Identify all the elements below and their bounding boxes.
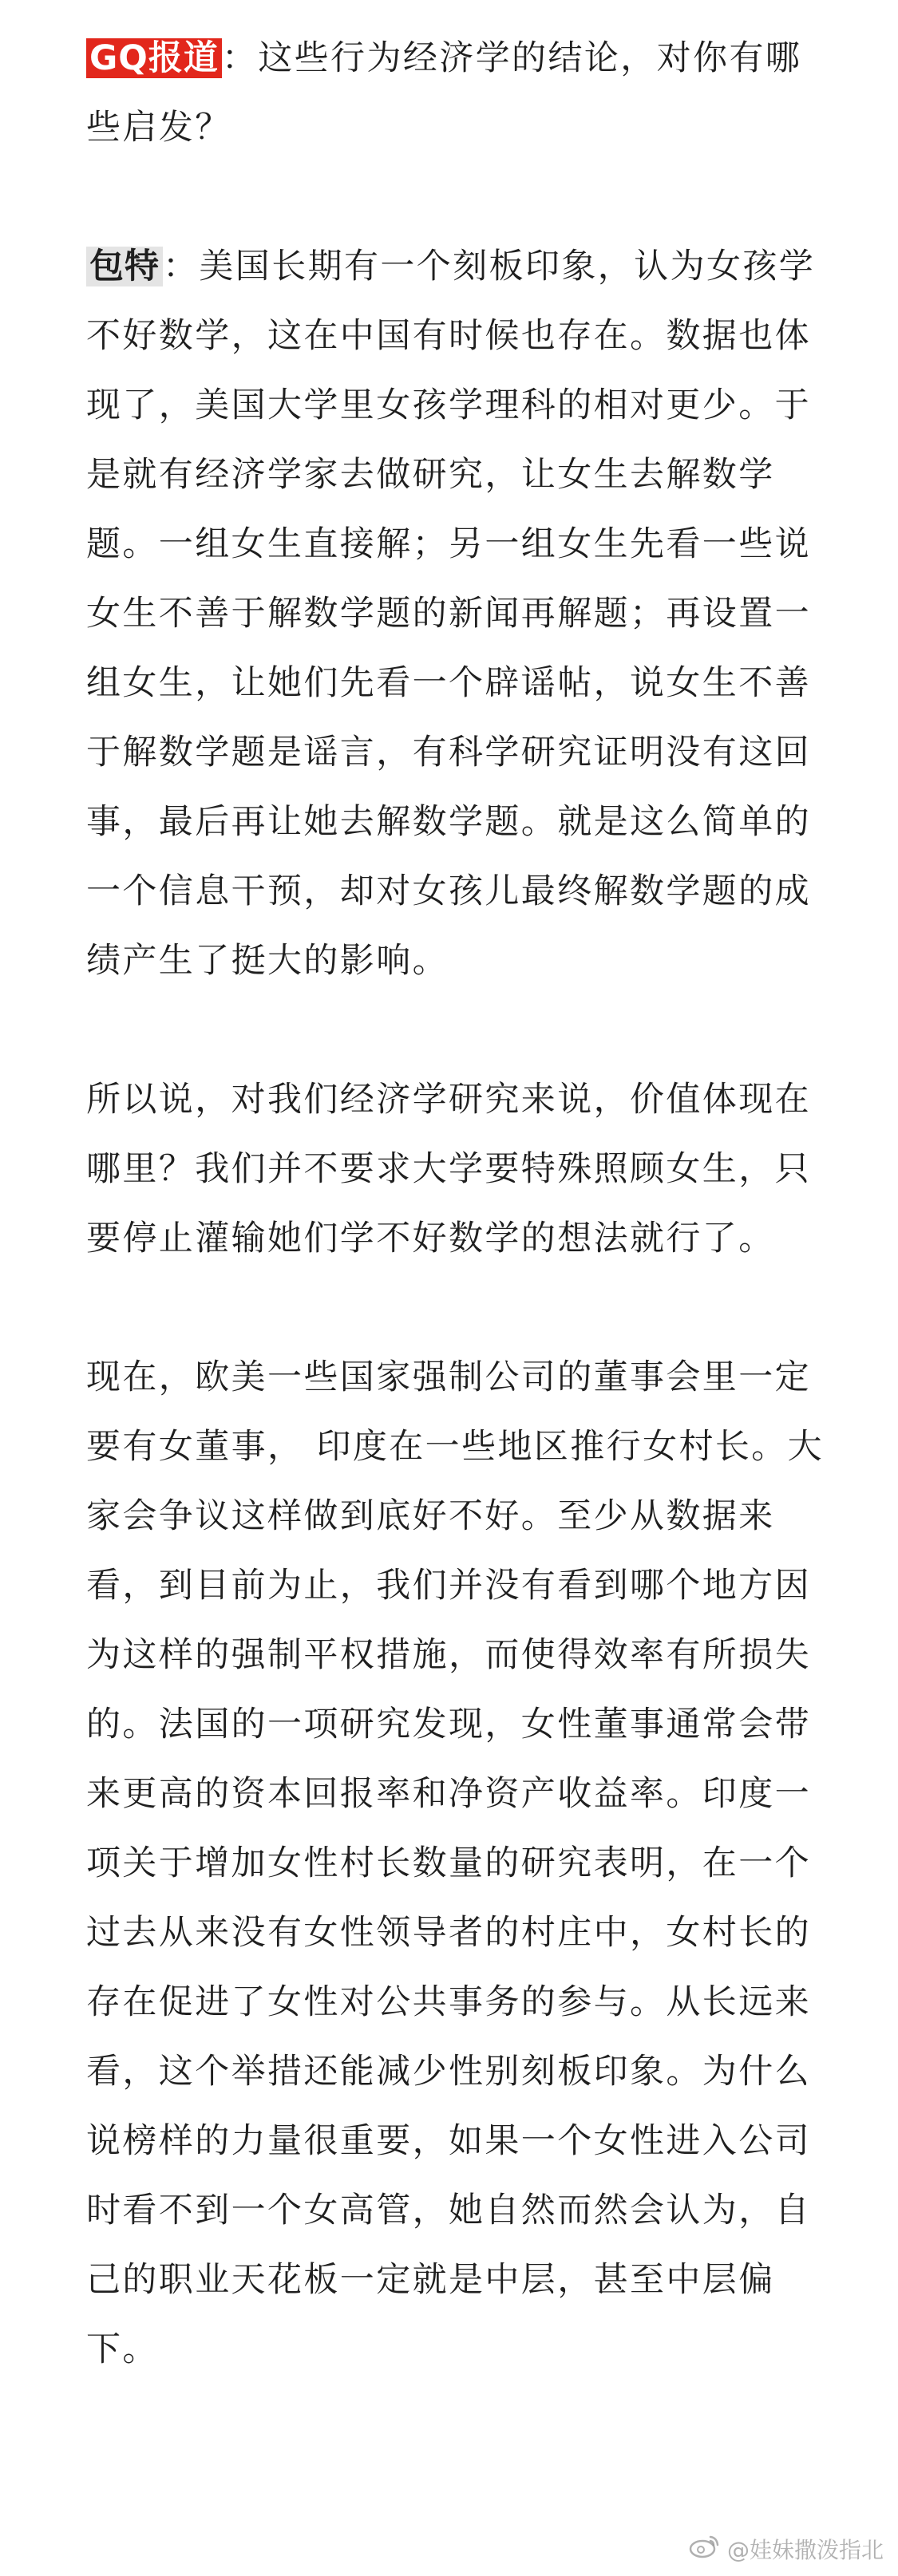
speaker-tag-baote: 包特 xyxy=(86,247,163,286)
paragraph-policy: 现在，欧美一些国家强制公司的董事会里一定要有女董事， 印度在一些地区推行女村长。大家会争议这样做到底好不好。至少从数据来看，到目前为止，我们并没有看到哪个地方因为这样的强制平权措施，而使得效率有所损失的。法国的一项研究发现，女性董事通常会带来更高的资本回报率和净资产收益率。印度一项关于增加女性村长数量的研究表明，在一个过去从来没有女性领导者的村庄中，女村长的存在促进了女性对公共事务的参与。从长远来看，这个举措还能减少性别刻板印象。为什么说榜样的力量很重要，如果一个女性进入公司时看不到一个女高管，她自然而然会认为，自己的职业天花板一定就是中层，甚至中层偏下。 xyxy=(86,1357,825,2369)
answer-text: ：美国长期有一个刻板印象，认为女孩学不好数学，这在中国有时候也存在。数据也体现了，美国大学里女孩学理科的相对更少。于是就有经济学家去做研究，让女生去解数学题。一组女生直接解；另一组女生先看一些说女生不善于解数学题的新闻再解题；再设置一组女生，让她们先看一个辟谣帖，说女生不善于解数学题是谣言，有科学研究证明没有这回事，最后再让她去解数学题。就是这么简单的一个信息干预，却对女孩儿最终解数学题的成绩产生了挺大的影响。 xyxy=(86,247,816,981)
watermark xyxy=(689,2532,884,2565)
speaker-tag-gq: GQ报道 xyxy=(86,38,222,78)
paragraph-value: 所以说，对我们经济学研究来说，价值体现在哪里？我们并不要求大学要特殊照顾女生，只要停止灌输她们学不好数学的想法就行了。 xyxy=(86,1080,811,1258)
paragraph-answer xyxy=(86,232,825,996)
weibo-icon xyxy=(689,2532,721,2565)
paragraph-question xyxy=(86,24,825,163)
article-body xyxy=(86,24,825,2384)
question-text: ：这些行为经济学的结论，对你有哪些启发？ xyxy=(86,38,802,148)
watermark-text: @娃妹撒泼指北 xyxy=(726,2536,884,2563)
